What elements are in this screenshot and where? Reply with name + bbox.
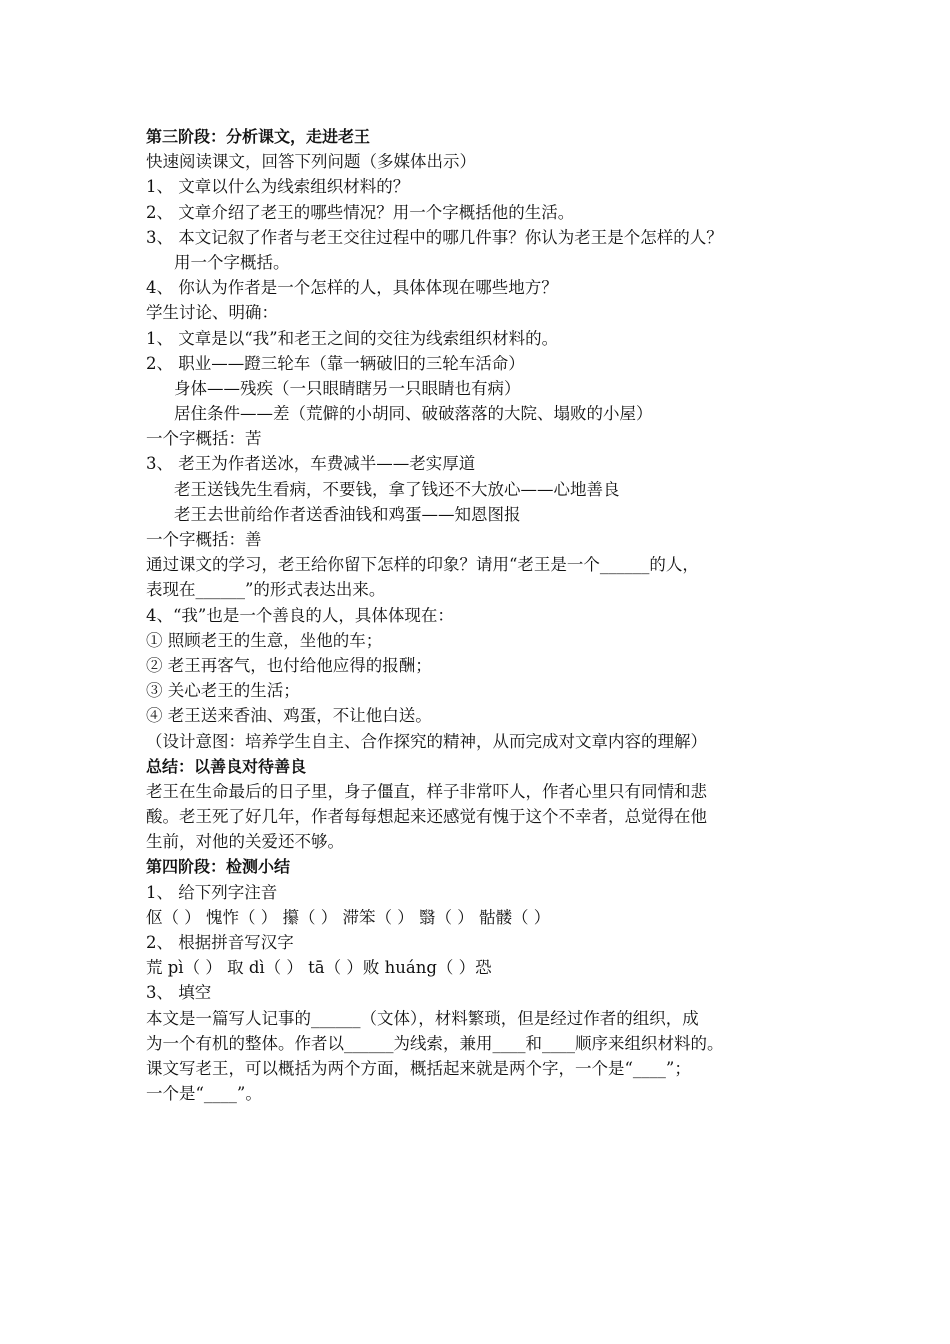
- text-line: 一个字概括：善: [146, 530, 262, 549]
- text-line: 3、 填空: [146, 983, 212, 1003]
- text-line: 2、 文章介绍了老王的哪些情况？用一个字概括他的生活。: [146, 202, 575, 222]
- text-line: ③ 关心老王的生活；: [146, 681, 300, 701]
- text-line: 荒 pì（ ） 取 dì（ ） tā（ ）败 huáng（ ）恐: [146, 958, 492, 978]
- text-line: 老王送钱先生看病，不要钱，拿了钱还不大放心——心地善良: [174, 479, 620, 499]
- text-line: ② 老王再客气，也付给他应得的报酬；: [146, 655, 432, 675]
- text-line: ① 照顾老王的生意，坐他的车；: [146, 630, 383, 650]
- section-heading: 第三阶段：分析课文，走进老王: [146, 127, 371, 146]
- text-line: （设计意图：培养学生自主、合作探究的精神，从而完成对文章内容的理解）: [146, 731, 707, 751]
- text-line: 身体——残疾（一只眼睛瞎另一只眼睛也有病）: [174, 378, 521, 398]
- text-line: 2、 根据拼音写汉字: [146, 933, 294, 952]
- text-line: 本文是一篇写人记事的______（文体），材料繁琐，但是经过作者的组织，成: [146, 1008, 699, 1028]
- text-line: 伛（ ） 愧怍（ ） 攥（ ） 滞笨（ ） 翳（ ） 骷髅（ ）: [146, 907, 551, 927]
- text-line: 4、“我”也是一个善良的人，具体体现在：: [146, 605, 454, 625]
- text-line: 1、 文章以什么为线索组织材料的？: [146, 177, 410, 197]
- text-line: ④ 老王送来香油、鸡蛋，不让他白送。: [146, 706, 432, 726]
- text-line: 通过课文的学习，老王给你留下怎样的印象？请用“老王是一个______的人，: [146, 555, 699, 575]
- text-line: 课文写老王，可以概括为两个方面，概括起来就是两个字，一个是“____”；: [146, 1058, 691, 1078]
- text-line: 居住条件——差（荒僻的小胡同、破破落落的大院、塌败的小屋）: [174, 404, 653, 424]
- text-line: 表现在______”的形式表达出来。: [146, 580, 386, 600]
- text-line: 学生讨论、明确：: [146, 303, 278, 323]
- text-line: 生前，对他的关爱还不够。: [146, 832, 344, 852]
- text-line: 2、 职业——蹬三轮车（靠一辆破旧的三轮车活命）: [146, 353, 525, 373]
- text-line: 老王在生命最后的日子里，身子僵直，样子非常吓人，作者心里只有同情和悲: [146, 781, 707, 801]
- text-line: 1、 给下列字注音: [146, 882, 278, 902]
- text-line: 为一个有机的整体。作者以______为线索，兼用____和____顺序来组织材料的。: [146, 1033, 724, 1053]
- text-line: 酸。老王死了好几年，作者每每想起来还感觉有愧于这个不幸者，总觉得在他: [146, 807, 707, 827]
- text-line: 1、 文章是以“我”和老王之间的交往为线索组织材料的。: [146, 328, 559, 348]
- text-line: 用一个字概括。: [174, 252, 290, 272]
- section-heading: 总结：以善良对待善良: [146, 756, 307, 776]
- text-line: 3、 本文记叙了作者与老王交往过程中的哪几件事？你认为老王是个怎样的人？: [146, 227, 723, 247]
- text-line: 快速阅读课文，回答下列问题（多媒体出示）: [146, 152, 476, 172]
- text-line: 3、 老王为作者送冰，车费减半——老实厚道: [146, 454, 476, 474]
- text-line: 4、 你认为作者是一个怎样的人，具体体现在哪些地方？: [146, 278, 558, 298]
- document-page: [146, 124, 826, 1106]
- text-line: 老王去世前给作者送香油钱和鸡蛋——知恩图报: [174, 504, 521, 524]
- section-heading: 第四阶段：检测小结: [146, 857, 291, 877]
- text-line: 一个是“____”。: [146, 1084, 262, 1104]
- text-line: 一个字概括：苦: [146, 429, 262, 449]
